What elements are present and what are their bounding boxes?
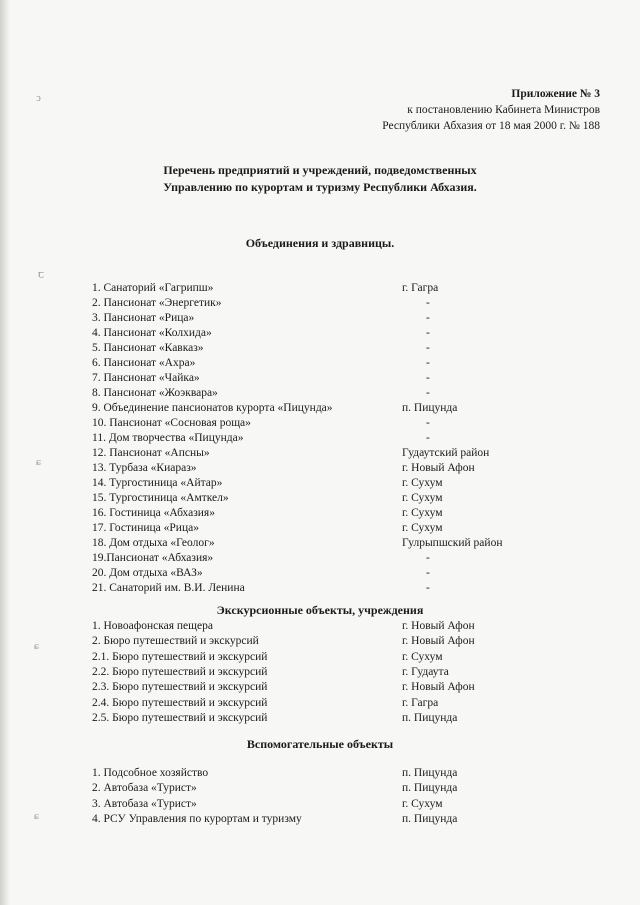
list-item-location: - <box>426 417 430 429</box>
list-item-name: 1. Подсобное хозяйство <box>92 767 209 779</box>
list-item-name: 2.3. Бюро путешествий и экскурсий <box>92 681 268 694</box>
list-item-location: - <box>426 372 430 384</box>
list-item-location: г. Сухум <box>402 477 443 489</box>
list-item-name: 9. Объединение пансионатов курорта «Пицунда» <box>92 402 333 414</box>
list-item-location: - <box>426 342 430 354</box>
list-item-location: п. Пицунда <box>402 767 458 779</box>
list-item-name: 21. Санаторий им. В.И. Ленина <box>92 582 245 594</box>
list-item-location: г. Гудаута <box>402 665 449 678</box>
list-item-location: г. Новый Афон <box>402 635 475 648</box>
list-item-name: 2. Бюро путешествий и экскурсий <box>92 635 259 648</box>
scan-speck: ꞇ <box>38 269 45 281</box>
appendix-number: Приложение № 3 <box>511 88 600 100</box>
list-item-name: 4. Пансионат «Колхида» <box>92 327 212 339</box>
list-item-name: 2. Автобаза «Турист» <box>92 782 197 795</box>
section-heading-auxiliary: Вспомогательные объекты <box>246 737 394 751</box>
list-item-location: - <box>426 297 430 309</box>
scan-edge-shadow <box>0 0 10 905</box>
list-item-name: 3. Пансионат «Рица» <box>92 312 195 324</box>
list-item-location: г. Сухум <box>402 522 443 534</box>
list-item-name: 2.4. Бюро путешествий и экскурсий <box>92 696 268 709</box>
list-item-location: п. Пицунда <box>402 782 458 795</box>
list-item-location: - <box>426 432 430 444</box>
section-heading-excursions: Экскурсионные объекты, учреждения <box>216 603 424 617</box>
section-heading-resorts: Объединения и здравницы. <box>245 236 395 250</box>
list-item-name: 13. Турбаза «Киараз» <box>92 462 197 474</box>
list-item-name: 8. Пансионат «Жоэквара» <box>92 387 218 399</box>
list-item-location: - <box>426 582 430 594</box>
list-item-name: 18. Дом отдыха «Геолог» <box>92 537 215 549</box>
list-item-name: 1. Санаторий «Гагрипш» <box>92 282 214 294</box>
list-item-name: 19.Пансионат «Абхазия» <box>92 552 214 564</box>
list-item-location: г. Гагра <box>402 696 439 709</box>
list-item-location: Гудаутский район <box>402 447 490 459</box>
list-item-name: 16. Гостиница «Абхазия» <box>92 507 215 519</box>
list-item-location: г. Сухум <box>402 492 443 504</box>
list-item-name: 5. Пансионат «Кавказ» <box>92 342 204 354</box>
scan-speck: ↄ <box>36 92 41 104</box>
list-item-name: 2.2. Бюро путешествий и экскурсий <box>92 665 268 678</box>
list-item-location: - <box>426 552 430 564</box>
scan-speck: ɕ <box>34 640 39 652</box>
list-item-name: 2.5. Бюро путешествий и экскурсий <box>92 711 268 724</box>
list-item-location: - <box>426 312 430 324</box>
list-item-location: - <box>426 387 430 399</box>
list-item-name: 12. Пансионат «Апсны» <box>92 447 210 459</box>
list-item-location: Гулрыпшский район <box>402 537 503 549</box>
list-item-location: г. Сухум <box>402 650 443 663</box>
list-item-location: г. Сухум <box>402 797 443 810</box>
list-item-name: 6. Пансионат «Ахра» <box>92 357 196 369</box>
decree-date: Республики Абхазия от 18 мая 2000 г. № 188 <box>382 120 600 132</box>
list-item-location: г. Новый Афон <box>402 620 475 632</box>
list-item-name: 1. Новоафонская пещера <box>92 620 213 632</box>
document-title <box>0 162 640 196</box>
list-item-location: г. Новый Афон <box>402 462 475 474</box>
list-item-name: 14. Тургостиница «Айтар» <box>92 477 223 489</box>
list-item-name: 10. Пансионат «Сосновая роща» <box>92 417 251 429</box>
document-header <box>382 86 600 134</box>
list-item-name: 2. Пансионат «Энергетик» <box>92 297 222 309</box>
list-item-location: п. Пицунда <box>402 711 458 724</box>
list-item-location: - <box>426 357 430 369</box>
list-item-name: 11. Дом творчества «Пицунда» <box>92 432 244 444</box>
list-item-location: г. Сухум <box>402 507 443 519</box>
scan-speck: ɕ <box>36 456 41 468</box>
list-item-name: 4. РСУ Управления по курортам и туризму <box>92 812 302 825</box>
list-item-location: п. Пицунда <box>402 812 458 825</box>
list-item-location: г. Новый Афон <box>402 681 475 694</box>
list-item-location: - <box>426 567 430 579</box>
list-item-name: 7. Пансионат «Чайка» <box>92 372 200 384</box>
list-item-location: г. Гагра <box>402 282 439 294</box>
list-item-location: п. Пицунда <box>402 402 458 414</box>
list-item-name: 2.1. Бюро путешествий и экскурсий <box>92 650 268 663</box>
list-item-name: 20. Дом отдыха «ВАЗ» <box>92 567 203 579</box>
title-line-2: Управлению по курортам и туризму Республики Абхазия. <box>163 180 477 194</box>
title-line-1: Перечень предприятий и учреждений, подведомственных <box>163 163 477 177</box>
list-item-name: 15. Тургостиница «Амткел» <box>92 492 229 504</box>
scan-speck: ɕ <box>34 810 39 822</box>
list-item-location: - <box>426 327 430 339</box>
list-item-name: 17. Гостиница «Рица» <box>92 522 199 534</box>
list-item-name: 3. Автобаза «Турист» <box>92 797 197 810</box>
decree-reference: к постановлению Кабинета Министров <box>407 104 600 116</box>
